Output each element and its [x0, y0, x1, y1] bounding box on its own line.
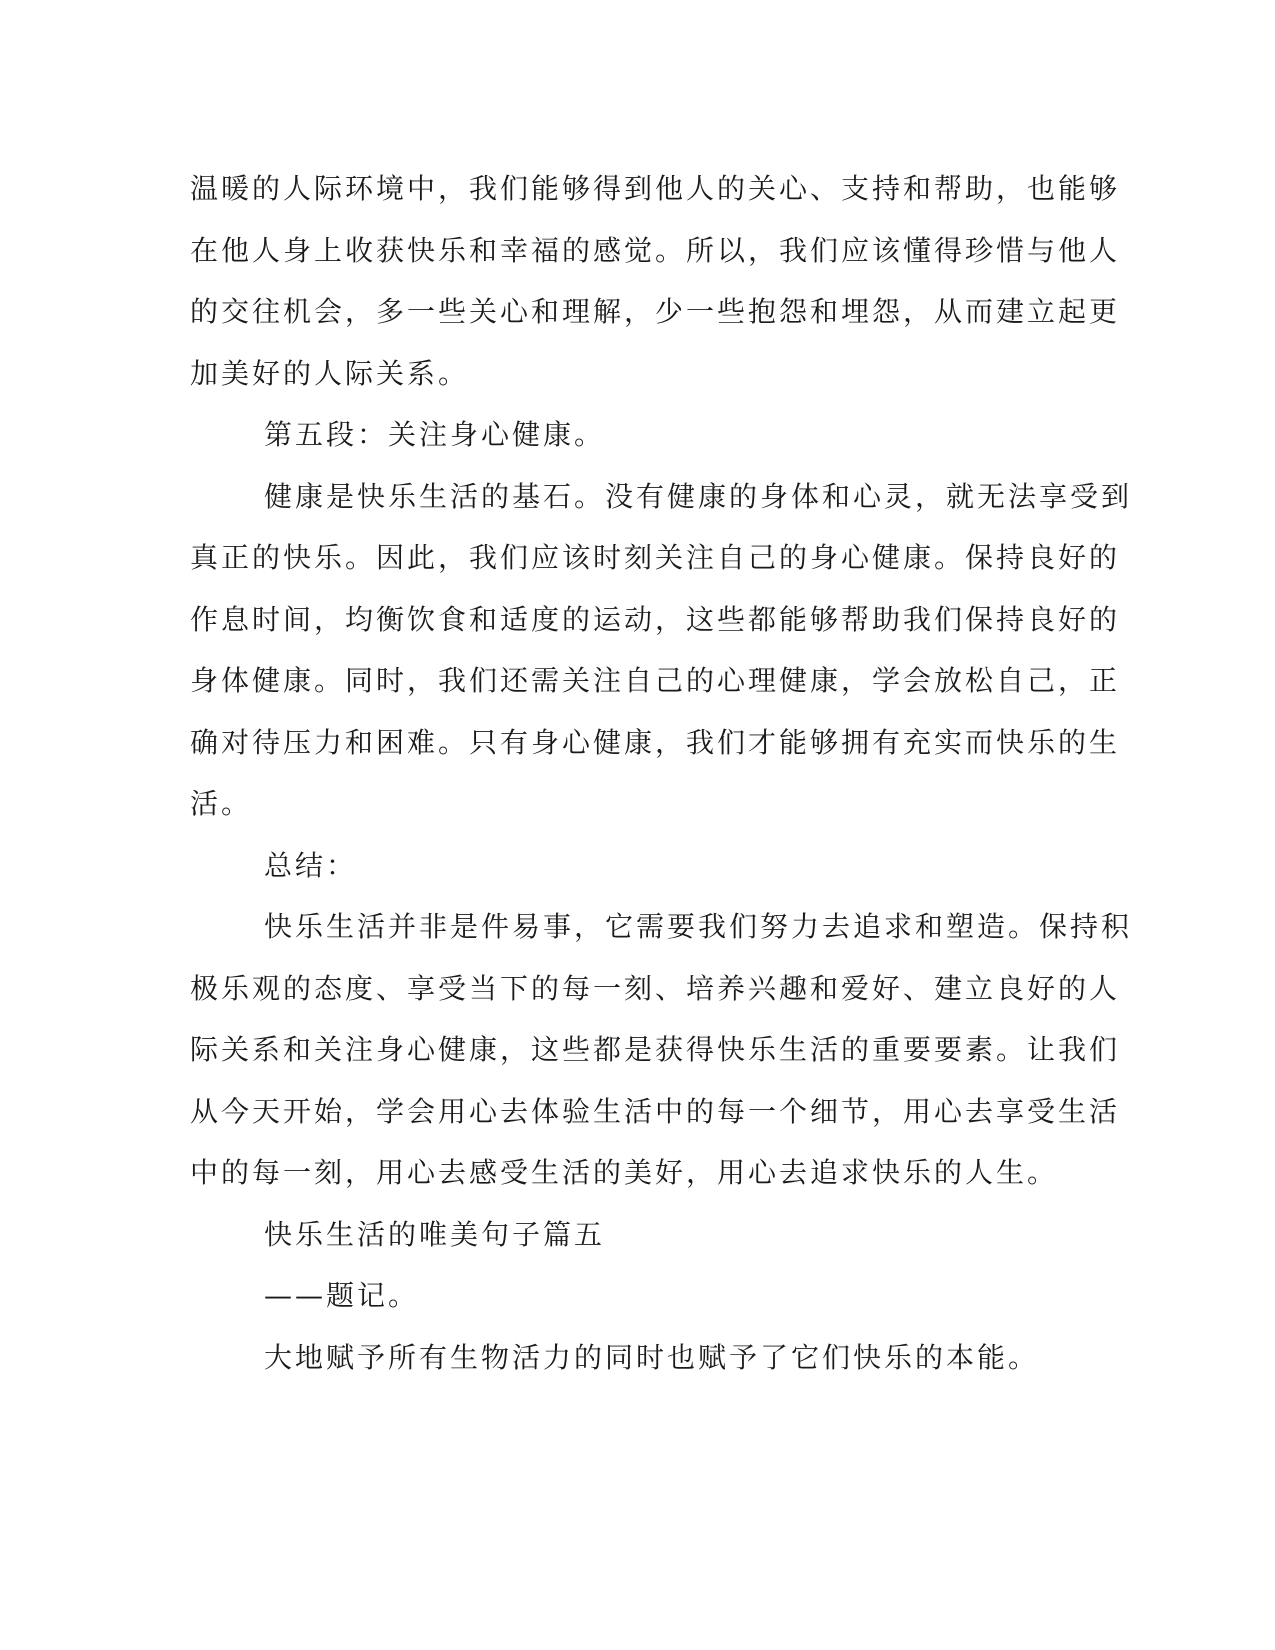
paragraph-line: 作息时间，均衡饮食和适度的运动，这些都能够帮助我们保持良好的	[190, 602, 1121, 636]
paragraph-line: 温暖的人际环境中，我们能够得到他人的关心、支持和帮助，也能够	[190, 172, 1121, 205]
document-body	[190, 158, 1133, 1388]
paragraph-line: 活。	[190, 787, 253, 820]
paragraph-line: 大地赋予所有生物活力的同时也赋予了它们快乐的本能。	[264, 1340, 1040, 1374]
paragraph-line: 加美好的人际关系。	[190, 356, 470, 390]
paragraph-line: 真正的快乐。因此，我们应该时刻关注自己的身心健康。保持良好的	[190, 541, 1121, 574]
paragraph-line: 健康是快乐生活的基石。没有健康的身体和心灵，就无法享受到	[264, 479, 1133, 513]
section-heading: 总结：	[264, 848, 358, 882]
paragraph-line: 中的每一刻，用心去感受生活的美好，用心去追求快乐的人生。	[190, 1156, 1059, 1189]
paragraph-line: 极乐观的态度、享受当下的每一刻、培养兴趣和爱好、建立良好的人	[190, 971, 1121, 1005]
epigraph-note: ——题记。	[264, 1279, 420, 1312]
paragraph-line: 在他人身上收获快乐和幸福的感觉。所以，我们应该懂得珍惜与他人	[190, 233, 1121, 267]
paragraph-line: 确对待压力和困难。只有身心健康，我们才能够拥有充实而快乐的生	[190, 725, 1121, 759]
paragraph-line: 快乐生活并非是件易事，它需要我们努力去追求和塑造。保持积	[264, 910, 1133, 943]
paragraph-line: 际关系和关注身心健康，这些都是获得快乐生活的重要要素。让我们	[190, 1033, 1121, 1066]
paragraph-line: 从今天开始，学会用心去体验生活中的每一个细节，用心去享受生活	[190, 1094, 1121, 1128]
section-title: 快乐生活的唯美句子篇五	[264, 1217, 606, 1251]
section-heading: 第五段：关注身心健康。	[264, 418, 606, 451]
paragraph-line: 身体健康。同时，我们还需关注自己的心理健康，学会放松自己，正	[190, 664, 1121, 697]
paragraph-line: 的交往机会，多一些关心和理解，少一些抱怨和埋怨，从而建立起更	[190, 295, 1121, 328]
